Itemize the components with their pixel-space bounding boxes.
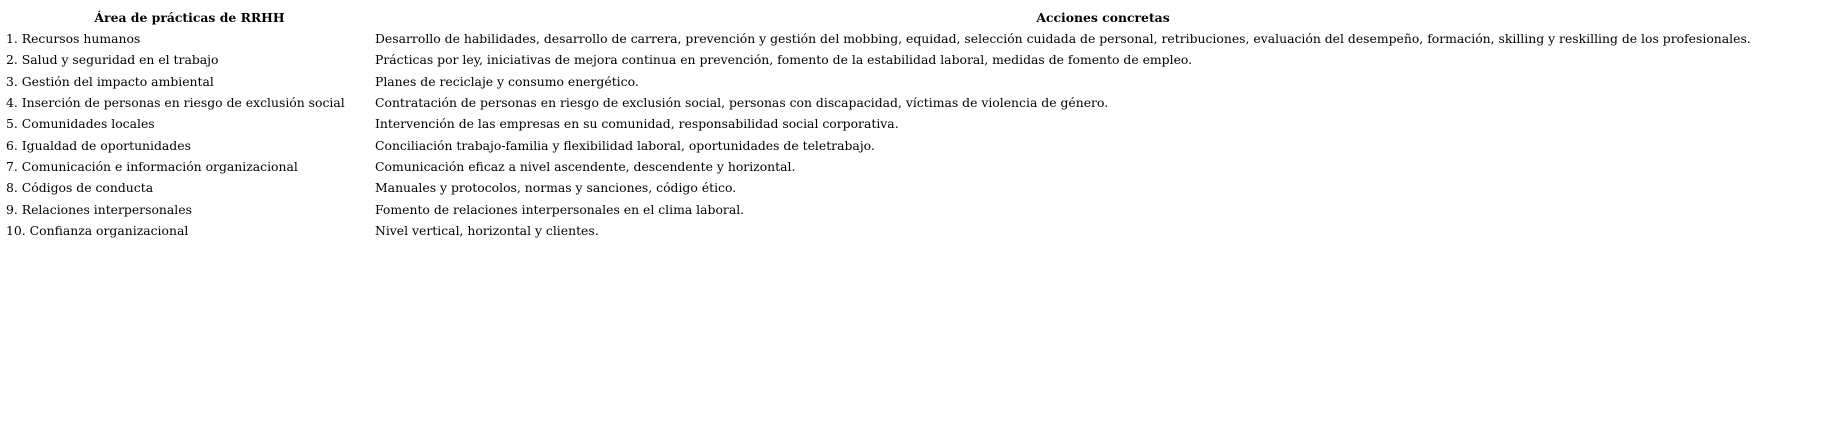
row-area-cell: 7. Comunicación e información organizacional: [6, 158, 298, 174]
table-header: [6, 8, 1831, 28]
table-body: [6, 28, 1831, 241]
table-row: [6, 134, 1831, 155]
row-actions-cell: Planes de reciclaje y consumo energético.: [375, 73, 639, 89]
row-actions-cell: Manuales y protocolos, normas y sanciones, código ético.: [375, 180, 737, 196]
row-actions-cell: Conciliación trabajo-familia y flexibilidad laboral, oportunidades de teletrabajo.: [375, 137, 875, 153]
row-actions-cell: Fomento de relaciones interpersonales en el clima laboral.: [375, 201, 745, 217]
row-actions-cell: Desarrollo de habilidades, desarrollo de carrera, prevención y gestión del mobbing, equidad, selección cuidada de personal, retribuciones, evaluación del desempeño, formación, skilling y reskilling de los profesionales.: [375, 31, 1751, 47]
row-area-cell: 1. Recursos humanos: [6, 31, 141, 47]
row-area-cell: 6. Igualdad de oportunidades: [6, 137, 191, 153]
row-actions-cell: Nivel vertical, horizontal y clientes.: [375, 222, 599, 238]
table-row: [6, 156, 1831, 177]
table-row: [6, 113, 1831, 134]
table-row: [6, 177, 1831, 198]
row-area-cell: 8. Códigos de conducta: [6, 180, 154, 196]
header-area: Área de prácticas de RRHH: [94, 10, 285, 25]
table-row: [6, 198, 1831, 219]
row-actions-cell: Comunicación eficaz a nivel ascendente, descendente y horizontal.: [375, 158, 796, 174]
table-row: [6, 28, 1831, 49]
table-row: [6, 71, 1831, 92]
header-actions: Acciones concretas: [1036, 10, 1170, 25]
table-row: [6, 49, 1831, 70]
header-row: [6, 8, 1831, 28]
row-area-cell: 5. Comunidades locales: [6, 116, 155, 132]
row-area-cell: 4. Inserción de personas en riesgo de exclusión social: [6, 95, 345, 111]
row-actions-cell: Intervención de las empresas en su comunidad, responsabilidad social corporativa.: [375, 116, 899, 132]
table-row: [6, 220, 1831, 241]
row-area-cell: 10. Confianza organizacional: [6, 222, 189, 238]
table-row: [6, 92, 1831, 113]
row-area-cell: 2. Salud y seguridad en el trabajo: [6, 52, 219, 68]
row-actions-cell: Prácticas por ley, iniciativas de mejora continua en prevención, fomento de la estabilidad laboral, medidas de fomento de empleo.: [375, 52, 1193, 68]
row-actions-cell: Contratación de personas en riesgo de exclusión social, personas con discapacidad, víctimas de violencia de género.: [375, 95, 1109, 111]
hr-practices-table: [6, 8, 1831, 241]
row-area-cell: 9. Relaciones interpersonales: [6, 201, 192, 217]
row-area-cell: 3. Gestión del impacto ambiental: [6, 73, 214, 89]
